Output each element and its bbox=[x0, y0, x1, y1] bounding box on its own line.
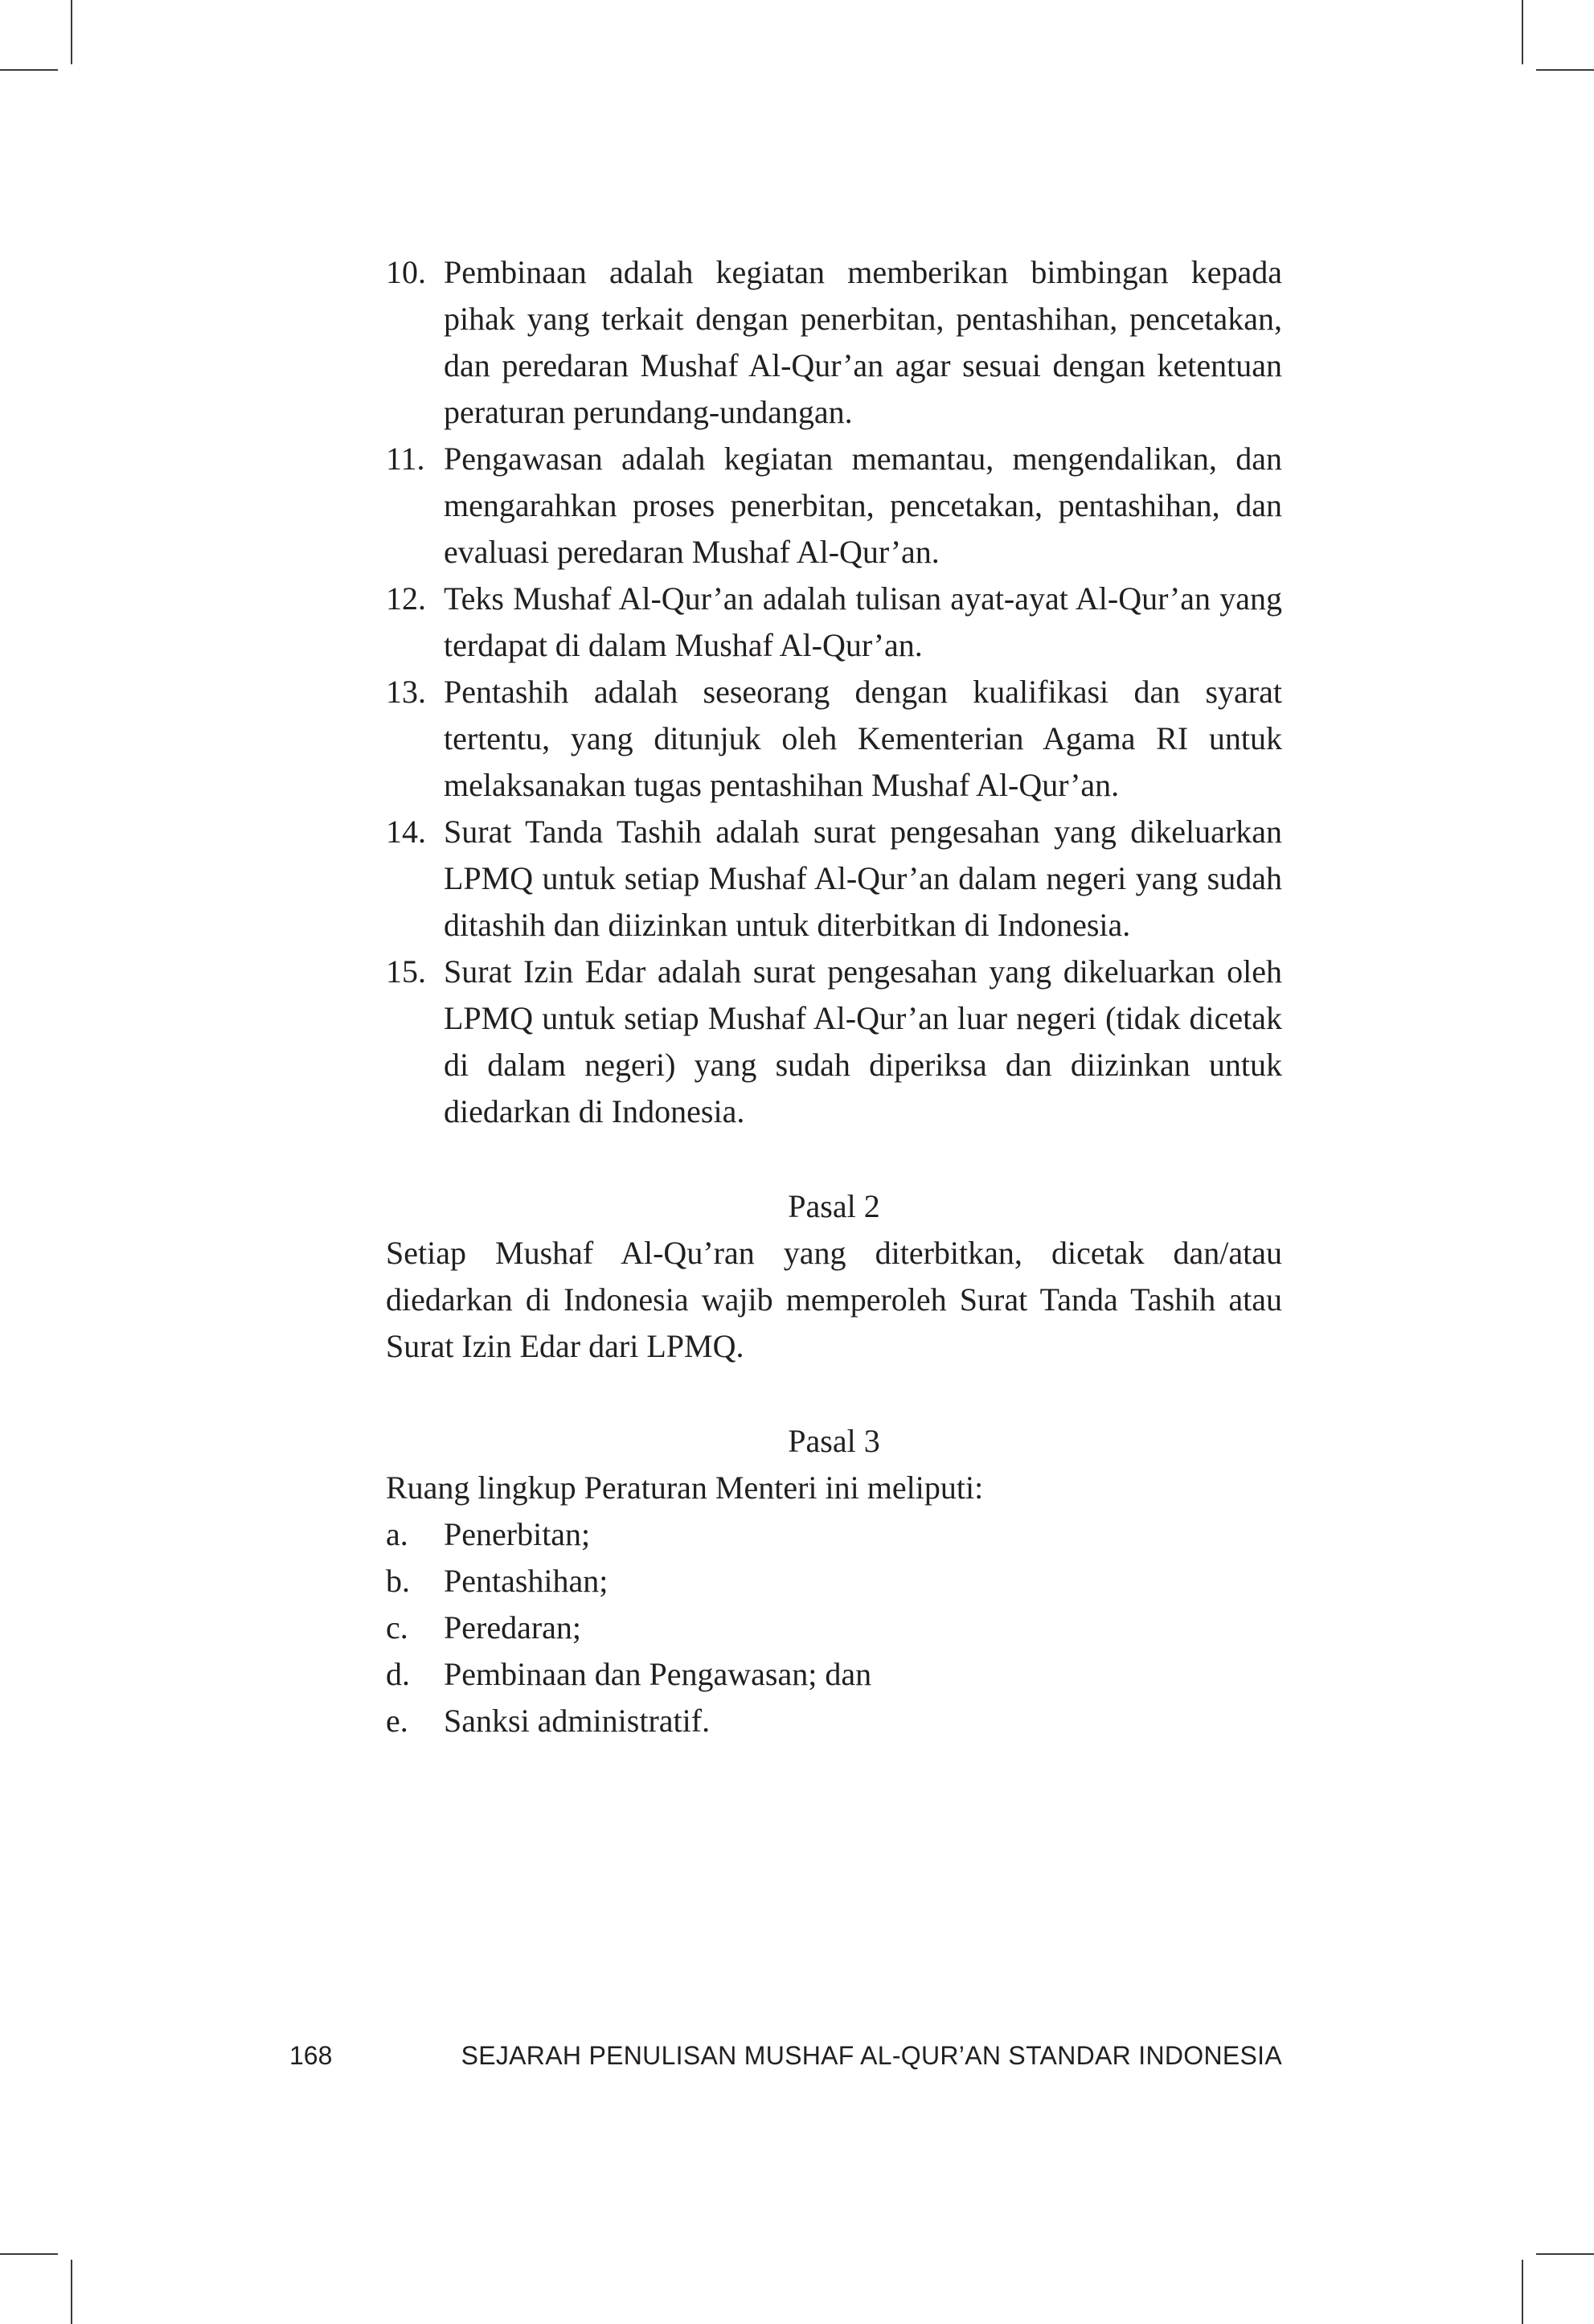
item-text: Pentashih adalah seseorang dengan kualifikasi dan syarat tertentu, yang ditunjuk oleh Kementerian Agama RI untuk melaksanakan tugas pentashihan Mushaf Al-Qur’an. bbox=[444, 674, 1282, 803]
crop-mark-bottom-right-vertical bbox=[1522, 2260, 1523, 2324]
item-number: 12. bbox=[386, 580, 426, 617]
page-body bbox=[386, 249, 1282, 1744]
pasal-2-title: Pasal 2 bbox=[788, 1188, 880, 1224]
definition-item-14 bbox=[386, 809, 1282, 949]
scope-item-c bbox=[386, 1605, 1282, 1651]
definition-item-12 bbox=[386, 576, 1282, 669]
item-letter: d. bbox=[386, 1656, 410, 1692]
scope-item-a bbox=[386, 1511, 1282, 1558]
crop-mark-top-right-horizontal bbox=[1536, 69, 1594, 71]
crop-mark-top-left-vertical bbox=[71, 0, 72, 64]
item-letter: a. bbox=[386, 1516, 408, 1552]
item-letter: b. bbox=[386, 1563, 410, 1599]
crop-mark-bottom-left-horizontal bbox=[0, 2253, 58, 2255]
item-number: 11. bbox=[386, 441, 425, 477]
item-text: Pembinaan adalah kegiatan memberikan bimbingan kepada pihak yang terkait dengan penerbitan, pentashihan, pencetakan, dan peredaran Mushaf Al-Qur’an agar sesuai dengan ketentuan peraturan perundang-undangan. bbox=[444, 254, 1282, 430]
item-text: Pembinaan dan Pengawasan; dan bbox=[444, 1656, 872, 1692]
scope-item-d bbox=[386, 1651, 1282, 1698]
item-letter: e. bbox=[386, 1703, 408, 1739]
definition-item-10 bbox=[386, 249, 1282, 436]
definition-item-15 bbox=[386, 949, 1282, 1135]
running-title: SEJARAH PENULISAN MUSHAF AL-QUR’AN STANDAR INDONESIA bbox=[461, 2041, 1282, 2070]
crop-mark-top-right-vertical bbox=[1522, 0, 1523, 64]
definition-item-13 bbox=[386, 669, 1282, 809]
scope-item-e bbox=[386, 1698, 1282, 1744]
item-text: Peredaran; bbox=[444, 1609, 582, 1646]
item-number: 14. bbox=[386, 814, 426, 850]
item-number: 15. bbox=[386, 953, 426, 990]
pasal-3-title: Pasal 3 bbox=[788, 1423, 880, 1459]
item-number: 10. bbox=[386, 254, 426, 290]
item-number: 13. bbox=[386, 674, 426, 710]
scope-item-b bbox=[386, 1558, 1282, 1605]
item-text: Penerbitan; bbox=[444, 1516, 591, 1552]
item-text: Surat Izin Edar adalah surat pengesahan yang dikeluarkan oleh LPMQ untuk setiap Mushaf Al-Qur’an luar negeri (tidak dicetak di dalam negeri) yang sudah diperiksa dan diizinkan untuk diedarkan di Indonesia. bbox=[444, 953, 1282, 1129]
item-text: Pengawasan adalah kegiatan memantau, mengendalikan, dan mengarahkan proses penerbitan, pencetakan, pentashihan, dan evaluasi peredaran Mushaf Al-Qur’an. bbox=[444, 441, 1282, 570]
definitions-list bbox=[386, 249, 1282, 1135]
item-text: Surat Tanda Tashih adalah surat pengesahan yang dikeluarkan LPMQ untuk setiap Mushaf Al-Qur’an dalam negeri yang sudah ditashih dan diizinkan untuk diterbitkan di Indonesia. bbox=[444, 814, 1282, 943]
item-letter: c. bbox=[386, 1609, 408, 1646]
crop-mark-bottom-right-horizontal bbox=[1536, 2253, 1594, 2255]
crop-mark-top-left-horizontal bbox=[0, 69, 58, 71]
item-text: Pentashihan; bbox=[444, 1563, 609, 1599]
pasal-3-intro: Ruang lingkup Peraturan Menteri ini meliputi: bbox=[386, 1469, 984, 1506]
pasal-2-text: Setiap Mushaf Al-Qu’ran yang diterbitkan, dicetak dan/atau diedarkan di Indonesia wajib memperoleh Surat Tanda Tashih atau Surat Izin Edar dari LPMQ. bbox=[386, 1235, 1282, 1364]
page-number: 168 bbox=[289, 2041, 333, 2070]
scope-list bbox=[386, 1511, 1282, 1744]
item-text: Sanksi administratif. bbox=[444, 1703, 711, 1739]
definition-item-11 bbox=[386, 436, 1282, 576]
item-text: Teks Mushaf Al-Qur’an adalah tulisan ayat-ayat Al-Qur’an yang terdapat di dalam Mushaf Al-Qur’an. bbox=[444, 580, 1282, 663]
crop-mark-bottom-left-vertical bbox=[71, 2260, 72, 2324]
